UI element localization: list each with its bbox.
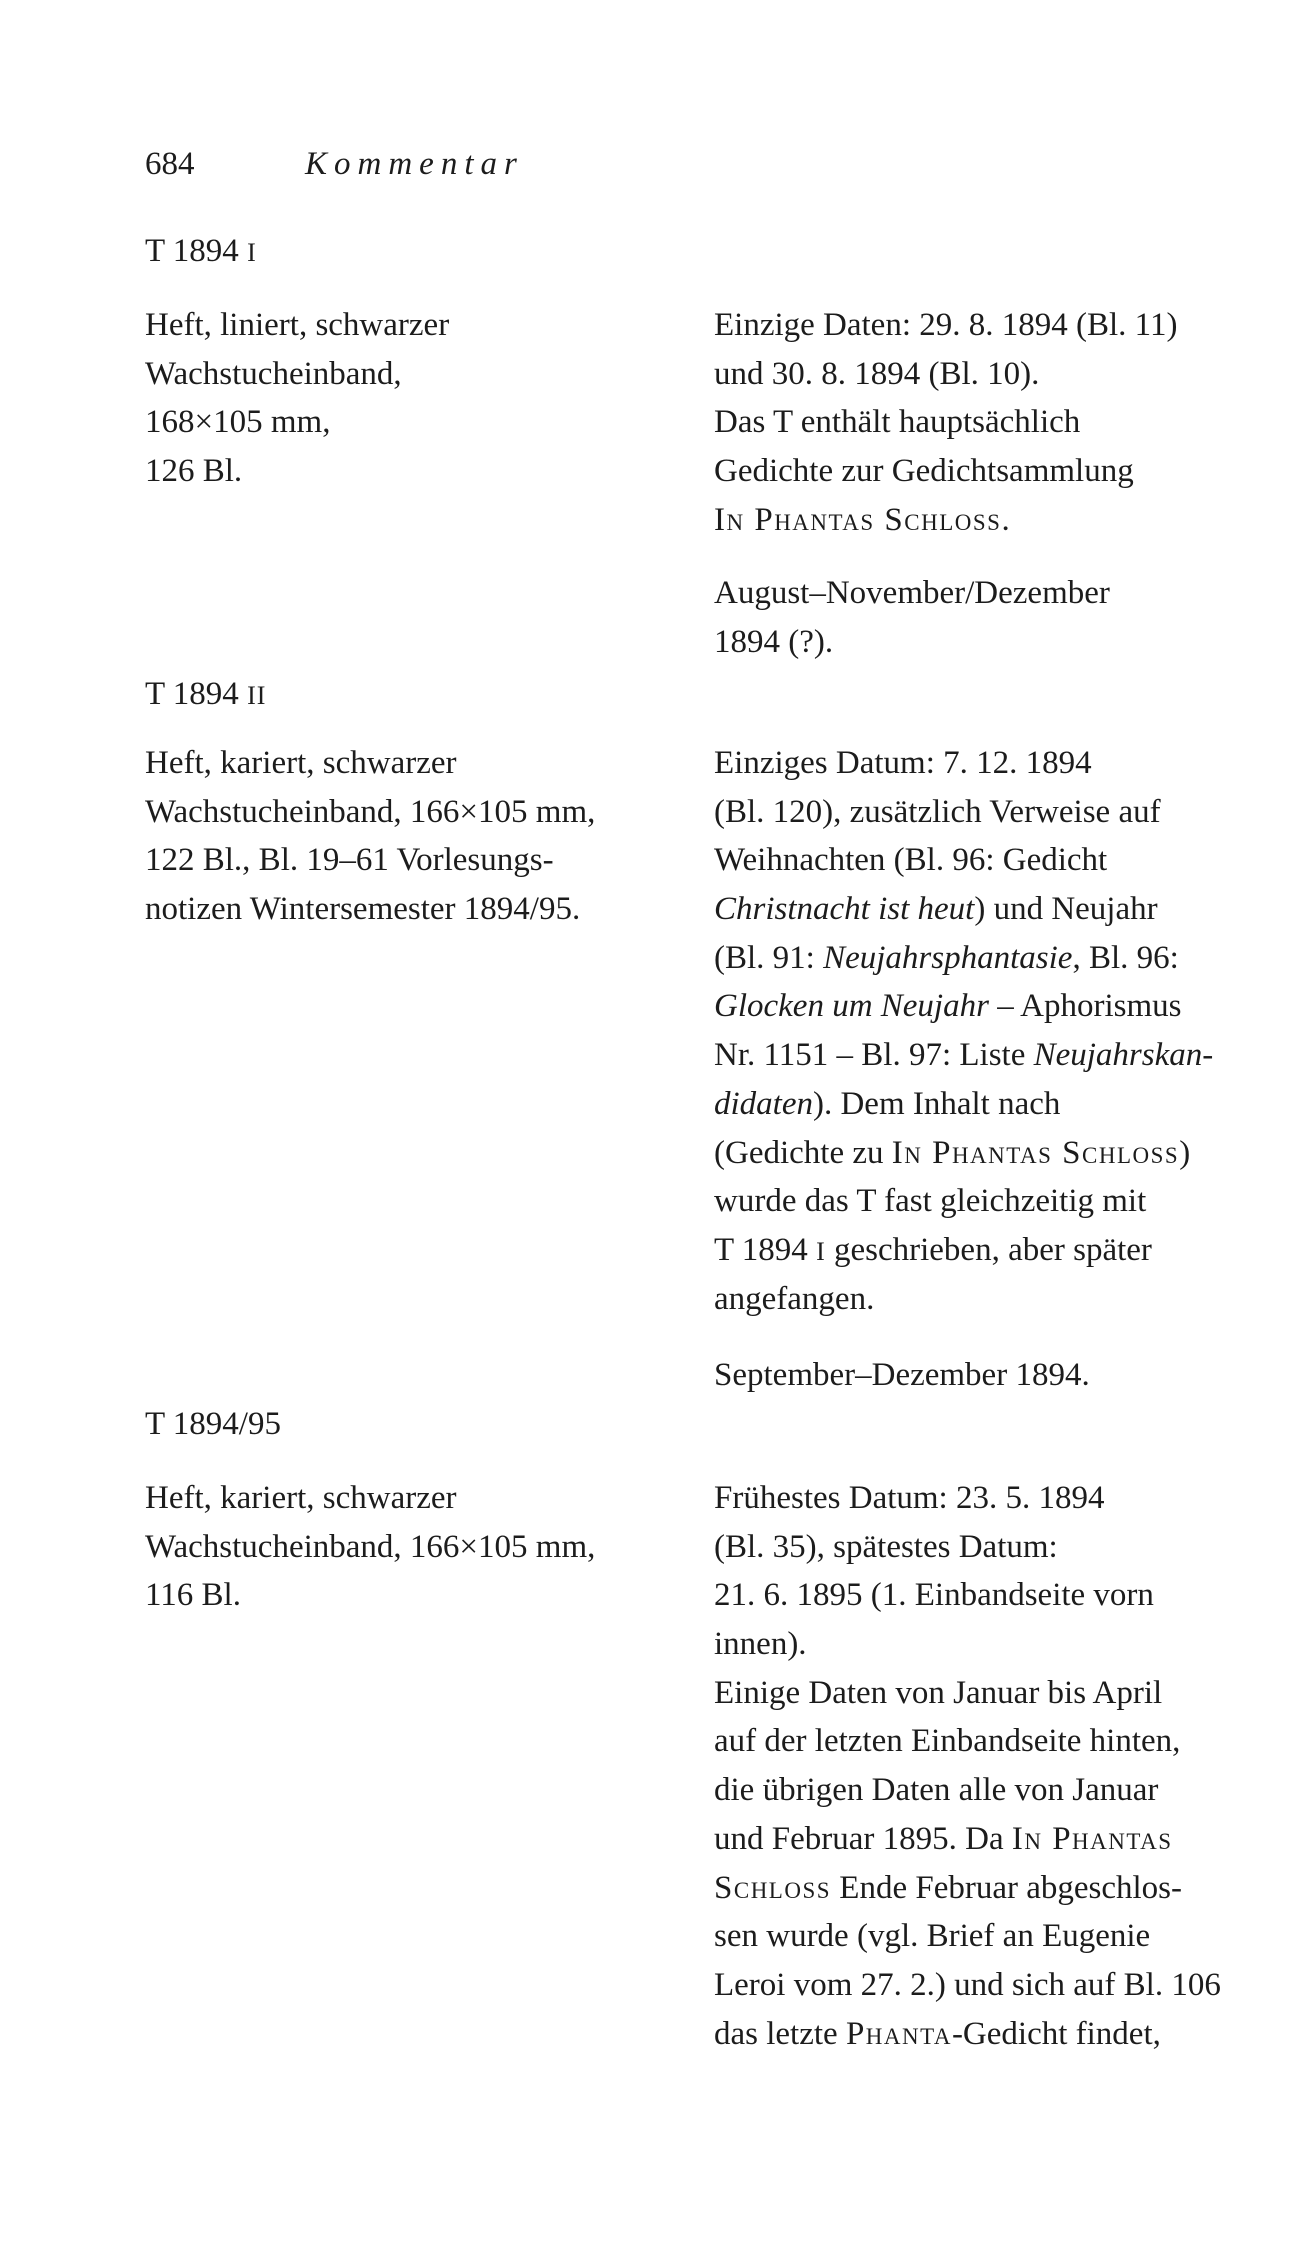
text-line [714,1571,1221,1620]
text-segment: -Gedicht findet, [951,2015,1161,2052]
text-line [714,982,1213,1031]
text-line [145,788,595,837]
text-line [145,1474,595,1523]
text-line [714,885,1213,934]
text-line [714,1226,1213,1275]
text-segment: T 1894 [145,233,248,269]
text-line [714,1177,1213,1226]
text-line [714,1815,1221,1864]
text-line [145,350,449,399]
text-line [145,301,449,350]
text-line [714,447,1177,496]
text-line [714,1717,1221,1766]
text-segment: und 30. 8. 1894 (Bl. 10). [714,355,1040,392]
entry-commentary-dates [714,739,1213,1323]
text-segment: 116 Bl. [145,1577,241,1614]
text-segment: ) [1179,1134,1191,1171]
italic-title: Neujahrskan- [1033,1037,1214,1074]
italic-title: Glocken um Neujahr [714,988,989,1025]
text-line [714,1275,1213,1324]
text-segment: angefangen. [714,1280,875,1317]
text-segment: Weihnachten (Bl. 96: Gedicht [714,842,1108,879]
text-segment: – Aphorismus [988,988,1182,1025]
text-line [714,1620,1221,1669]
text-segment: August–November/Dezember [714,575,1110,611]
text-line [714,2010,1221,2059]
running-title: Kommentar [305,146,524,182]
text-segment: . [1001,501,1010,538]
text-line [714,301,1177,350]
text-line [714,1766,1221,1815]
text-segment: und Februar 1895. Da [714,1820,1012,1857]
text-line [714,569,1110,618]
text-segment: T 1894/95 [145,1406,281,1442]
text-line [714,1669,1221,1718]
italic-title: Neujahrsphantasie [823,939,1073,976]
text-line [714,1129,1213,1178]
entry-commentary-dates [714,301,1177,544]
roman-numeral: I [247,238,257,267]
heading-line [145,227,257,276]
small-caps-title: In Phantas [1011,1820,1173,1857]
text-line [714,1961,1221,2010]
text-line [714,1031,1213,1080]
text-segment: Heft, kariert, schwarzer [145,1480,457,1516]
entry-commentary-period [714,1351,1090,1400]
text-segment: Das T enthält hauptsächlich [714,404,1081,441]
small-caps-title: Schloss [714,1869,832,1906]
text-line [145,739,595,788]
small-caps-title: In Phantas Schloss [714,501,1002,538]
text-line [714,1912,1221,1961]
text-segment: notizen Wintersemester 1894/95. [145,891,581,928]
text-segment: ). Dem Inhalt nach [812,1085,1061,1122]
roman-numeral: I [816,1236,826,1266]
text-segment: die übrigen Daten alle von Januar [714,1772,1159,1809]
text-segment: 21. 6. 1895 (1. Einbandseite vorn [714,1577,1154,1614]
text-segment: Heft, liniert, schwarzer [145,307,450,343]
text-line [714,1523,1221,1572]
small-caps-title: In Phantas Schloss [891,1134,1180,1171]
text-segment: auf der letzten Einbandseite hinten, [714,1723,1181,1760]
text-segment: , Bl. 96: [1072,939,1179,976]
text-segment: sen wurde (vgl. Brief an Eugenie [714,1918,1151,1955]
text-segment: Wachstucheinband, 166×105 mm, [145,1528,596,1565]
text-line [714,788,1213,837]
entry-commentary-dates [714,1474,1221,2058]
text-segment: Leroi vom 27. 2.) und sich auf Bl. 106 [714,1966,1221,2003]
text-line [714,836,1213,885]
text-line [714,398,1177,447]
text-segment: das letzte [714,2015,846,2052]
entry-description [145,739,595,934]
text-line [145,447,449,496]
page-number: 684 [145,146,195,182]
entry-description [145,1474,595,1620]
text-segment: Einzige Daten: 29. 8. 1894 (Bl. 11) [714,307,1178,343]
entry-heading [145,670,266,719]
text-segment: (Bl. 91: [714,939,824,976]
entry-description [145,301,449,496]
text-segment: September–Dezember 1894. [714,1357,1090,1393]
small-caps-title: Phanta [845,2015,952,2052]
text-line [714,1080,1213,1129]
text-segment: Nr. 1151 – Bl. 97: Liste [714,1037,1034,1074]
text-segment: Einige Daten von Januar bis April [714,1674,1163,1711]
text-line [714,1864,1221,1913]
text-line [145,1523,595,1572]
text-segment: 168×105 mm, [145,404,331,441]
text-segment: 126 Bl. [145,453,243,490]
text-segment: Gedichte zur Gedichtsammlung [714,453,1134,490]
text-segment: Wachstucheinband, [145,355,402,392]
heading-line [145,1400,281,1449]
text-segment: T 1894 [145,676,248,712]
text-segment: wurde das T fast gleichzeitig mit [714,1183,1147,1220]
text-line [714,618,1110,667]
text-segment: (Gedichte zu [714,1134,892,1171]
entry-commentary-period [714,569,1110,666]
text-line [145,885,595,934]
text-line [145,398,449,447]
text-segment: Wachstucheinband, 166×105 mm, [145,793,596,830]
text-segment: ) und Neujahr [974,891,1158,928]
text-line [145,1571,595,1620]
heading-line [145,670,266,719]
text-segment: geschrieben, aber später [825,1231,1152,1268]
text-segment: Heft, kariert, schwarzer [145,745,457,781]
text-line [714,1351,1090,1400]
text-segment: 122 Bl., Bl. 19–61 Vorlesungs- [145,842,554,879]
text-segment: Frühestes Datum: 23. 5. 1894 [714,1480,1105,1516]
text-line [714,739,1213,788]
italic-title: didaten [714,1085,813,1122]
text-segment: innen). [714,1626,807,1663]
text-segment: Ende Februar abgeschlos- [831,1869,1183,1906]
italic-title: Christnacht ist heut [714,891,975,928]
text-segment: 1894 (?). [714,623,834,660]
entry-heading [145,227,257,276]
text-segment: (Bl. 120), zusätzlich Verweise auf [714,793,1161,830]
text-segment: T 1894 [714,1231,817,1268]
text-segment: (Bl. 35), spätestes Datum: [714,1528,1058,1565]
text-segment: Einziges Datum: 7. 12. 1894 [714,745,1092,781]
text-line [714,350,1177,399]
text-line [714,934,1213,983]
roman-numeral: II [247,681,267,710]
text-line [714,1474,1221,1523]
entry-heading [145,1400,281,1449]
text-line [145,836,595,885]
text-line [714,496,1177,545]
